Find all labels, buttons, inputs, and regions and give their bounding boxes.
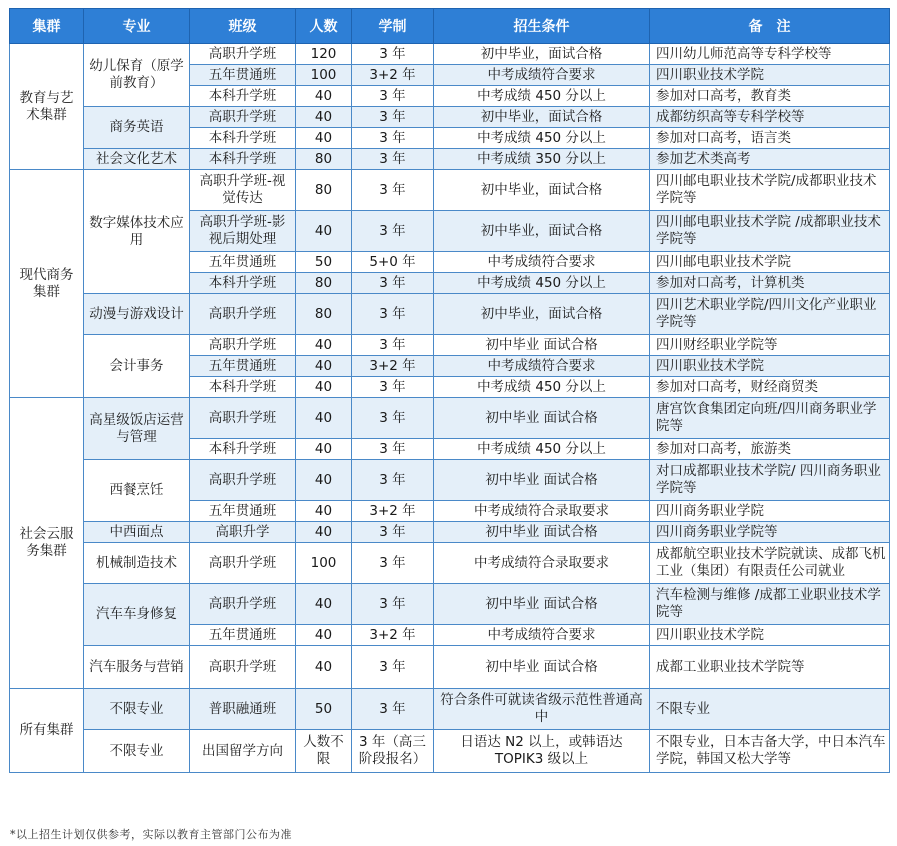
condition-cell: 中考成绩 450 分以上 — [434, 439, 650, 460]
duration-cell: 3 年 — [352, 107, 434, 128]
group-cell: 现代商务集群 — [10, 170, 84, 398]
table-row — [10, 460, 890, 501]
note-cell: 四川幼儿师范高等专科学校等 — [650, 44, 890, 65]
note-cell: 四川财经职业学院等 — [650, 335, 890, 356]
table-row — [10, 522, 890, 543]
count-cell: 120 — [296, 44, 352, 65]
duration-cell: 3 年 — [352, 44, 434, 65]
condition-cell: 初中毕业，面试合格 — [434, 170, 650, 211]
note-cell: 参加艺术类高考 — [650, 149, 890, 170]
table-row — [10, 149, 890, 170]
duration-cell: 3 年 — [352, 86, 434, 107]
note-cell: 不限专业，日本吉备大学，中日本汽车学院，韩国又松大学等 — [650, 730, 890, 773]
condition-cell: 初中毕业，面试合格 — [434, 44, 650, 65]
duration-cell: 3 年（高三阶段报名） — [352, 730, 434, 773]
major-cell: 数字媒体技术应用 — [84, 170, 190, 294]
class-cell: 高职升学班 — [190, 646, 296, 689]
duration-cell: 5+0 年 — [352, 252, 434, 273]
header-count: 人数 — [296, 9, 352, 44]
class-cell: 出国留学方向 — [190, 730, 296, 773]
duration-cell: 3+2 年 — [352, 501, 434, 522]
note-cell: 成都工业职业技术学院等 — [650, 646, 890, 689]
condition-cell: 中考成绩 450 分以上 — [434, 128, 650, 149]
count-cell: 80 — [296, 170, 352, 211]
class-cell: 本科升学班 — [190, 439, 296, 460]
duration-cell: 3 年 — [352, 398, 434, 439]
condition-cell: 中考成绩符合要求 — [434, 356, 650, 377]
note-cell: 不限专业 — [650, 689, 890, 730]
condition-cell: 初中毕业 面试合格 — [434, 460, 650, 501]
duration-cell: 3 年 — [352, 460, 434, 501]
major-cell: 汽车车身修复 — [84, 584, 190, 646]
class-cell: 高职升学班 — [190, 335, 296, 356]
class-cell: 高职升学班-影视后期处理 — [190, 211, 296, 252]
header-row — [10, 9, 890, 44]
note-cell: 四川商务职业学院 — [650, 501, 890, 522]
note-cell: 四川职业技术学院 — [650, 356, 890, 377]
note-cell: 对口成都职业技术学院/ 四川商务职业学院等 — [650, 460, 890, 501]
header-major: 专业 — [84, 9, 190, 44]
major-cell: 不限专业 — [84, 689, 190, 730]
major-cell: 社会文化艺术 — [84, 149, 190, 170]
condition-cell: 中考成绩符合要求 — [434, 252, 650, 273]
note-cell: 参加对口高考，财经商贸类 — [650, 377, 890, 398]
table-row — [10, 689, 890, 730]
header-notes: 备 注 — [650, 9, 890, 44]
condition-cell: 中考成绩 350 分以上 — [434, 149, 650, 170]
condition-cell: 初中毕业，面试合格 — [434, 294, 650, 335]
count-cell: 40 — [296, 398, 352, 439]
condition-cell: 初中毕业 面试合格 — [434, 646, 650, 689]
count-cell: 50 — [296, 252, 352, 273]
note-cell: 参加对口高考，计算机类 — [650, 273, 890, 294]
table-row — [10, 335, 890, 356]
footnote: *以上招生计划仅供参考，实际以教育主管部门公布为准 — [10, 828, 292, 841]
condition-cell: 初中毕业 面试合格 — [434, 335, 650, 356]
duration-cell: 3 年 — [352, 439, 434, 460]
note-cell: 四川邮电职业技术学院 /成都职业技术学院等 — [650, 211, 890, 252]
class-cell: 五年贯通班 — [190, 65, 296, 86]
major-cell: 动漫与游戏设计 — [84, 294, 190, 335]
class-cell: 五年贯通班 — [190, 501, 296, 522]
condition-cell: 初中毕业 面试合格 — [434, 522, 650, 543]
count-cell: 40 — [296, 584, 352, 625]
condition-cell: 中考成绩符合要求 — [434, 65, 650, 86]
header-duration: 学制 — [352, 9, 434, 44]
group-cell: 所有集群 — [10, 689, 84, 773]
condition-cell: 初中毕业 面试合格 — [434, 584, 650, 625]
note-cell: 四川艺术职业学院/四川文化产业职业学院等 — [650, 294, 890, 335]
major-cell: 西餐烹饪 — [84, 460, 190, 522]
count-cell: 40 — [296, 211, 352, 252]
class-cell: 高职升学班-视觉传达 — [190, 170, 296, 211]
condition-cell: 日语达 N2 以上，或韩语达 TOPIK3 级以上 — [434, 730, 650, 773]
duration-cell: 3+2 年 — [352, 65, 434, 86]
table-row — [10, 646, 890, 689]
class-cell: 本科升学班 — [190, 377, 296, 398]
major-cell: 高星级饭店运营与管理 — [84, 398, 190, 460]
note-cell: 参加对口高考，教育类 — [650, 86, 890, 107]
class-cell: 五年贯通班 — [190, 252, 296, 273]
table-row — [10, 543, 890, 584]
count-cell: 40 — [296, 377, 352, 398]
count-cell: 人数不限 — [296, 730, 352, 773]
class-cell: 本科升学班 — [190, 128, 296, 149]
table-row — [10, 44, 890, 65]
condition-cell: 初中毕业 面试合格 — [434, 398, 650, 439]
note-cell: 四川职业技术学院 — [650, 65, 890, 86]
count-cell: 40 — [296, 86, 352, 107]
note-cell: 参加对口高考，旅游类 — [650, 439, 890, 460]
class-cell: 高职升学班 — [190, 543, 296, 584]
condition-cell: 中考成绩 450 分以上 — [434, 273, 650, 294]
duration-cell: 3 年 — [352, 646, 434, 689]
count-cell: 80 — [296, 273, 352, 294]
class-cell: 高职升学班 — [190, 107, 296, 128]
note-cell: 四川邮电职业技术学院/成都职业技术学院等 — [650, 170, 890, 211]
duration-cell: 3 年 — [352, 294, 434, 335]
count-cell: 40 — [296, 128, 352, 149]
class-cell: 五年贯通班 — [190, 625, 296, 646]
major-cell: 不限专业 — [84, 730, 190, 773]
condition-cell: 初中毕业，面试合格 — [434, 211, 650, 252]
table-row — [10, 584, 890, 625]
note-cell: 四川职业技术学院 — [650, 625, 890, 646]
condition-cell: 符合条件可就读省级示范性普通高中 — [434, 689, 650, 730]
class-cell: 高职升学班 — [190, 44, 296, 65]
count-cell: 100 — [296, 543, 352, 584]
major-cell: 会计事务 — [84, 335, 190, 398]
class-cell: 高职升学 — [190, 522, 296, 543]
note-cell: 成都纺织高等专科学校等 — [650, 107, 890, 128]
class-cell: 本科升学班 — [190, 86, 296, 107]
class-cell: 高职升学班 — [190, 294, 296, 335]
note-cell: 唐宫饮食集团定向班/四川商务职业学院等 — [650, 398, 890, 439]
group-cell: 社会云服务集群 — [10, 398, 84, 689]
class-cell: 高职升学班 — [190, 398, 296, 439]
note-cell: 四川邮电职业技术学院 — [650, 252, 890, 273]
count-cell: 100 — [296, 65, 352, 86]
table-row — [10, 730, 890, 773]
duration-cell: 3 年 — [352, 170, 434, 211]
count-cell: 40 — [296, 107, 352, 128]
header-group: 集群 — [10, 9, 84, 44]
note-cell: 成都航空职业技术学院就读、成都飞机工业（集团）有限责任公司就业 — [650, 543, 890, 584]
major-cell: 商务英语 — [84, 107, 190, 149]
class-cell: 本科升学班 — [190, 149, 296, 170]
count-cell: 40 — [296, 522, 352, 543]
group-cell: 教育与艺术集群 — [10, 44, 84, 170]
table-row — [10, 294, 890, 335]
count-cell: 80 — [296, 294, 352, 335]
duration-cell: 3 年 — [352, 128, 434, 149]
class-cell: 高职升学班 — [190, 460, 296, 501]
count-cell: 40 — [296, 625, 352, 646]
table-row — [10, 170, 890, 211]
condition-cell: 中考成绩符合录取要求 — [434, 501, 650, 522]
count-cell: 40 — [296, 356, 352, 377]
count-cell: 80 — [296, 149, 352, 170]
duration-cell: 3 年 — [352, 149, 434, 170]
duration-cell: 3 年 — [352, 335, 434, 356]
duration-cell: 3+2 年 — [352, 356, 434, 377]
duration-cell: 3 年 — [352, 377, 434, 398]
major-cell: 汽车服务与营销 — [84, 646, 190, 689]
duration-cell: 3 年 — [352, 273, 434, 294]
count-cell: 40 — [296, 646, 352, 689]
duration-cell: 3+2 年 — [352, 625, 434, 646]
table-row — [10, 107, 890, 128]
duration-cell: 3 年 — [352, 689, 434, 730]
note-cell: 参加对口高考，语言类 — [650, 128, 890, 149]
condition-cell: 中考成绩 450 分以上 — [434, 86, 650, 107]
count-cell: 40 — [296, 460, 352, 501]
duration-cell: 3 年 — [352, 522, 434, 543]
duration-cell: 3 年 — [352, 584, 434, 625]
class-cell: 五年贯通班 — [190, 356, 296, 377]
count-cell: 40 — [296, 439, 352, 460]
note-cell: 四川商务职业学院等 — [650, 522, 890, 543]
class-cell: 高职升学班 — [190, 584, 296, 625]
major-cell: 幼儿保育（原学前教育） — [84, 44, 190, 107]
condition-cell: 中考成绩符合录取要求 — [434, 543, 650, 584]
condition-cell: 初中毕业，面试合格 — [434, 107, 650, 128]
count-cell: 40 — [296, 501, 352, 522]
class-cell: 本科升学班 — [190, 273, 296, 294]
major-cell: 机械制造技术 — [84, 543, 190, 584]
condition-cell: 中考成绩符合要求 — [434, 625, 650, 646]
count-cell: 40 — [296, 335, 352, 356]
header-class: 班级 — [190, 9, 296, 44]
table-row — [10, 398, 890, 439]
condition-cell: 中考成绩 450 分以上 — [434, 377, 650, 398]
duration-cell: 3 年 — [352, 211, 434, 252]
major-cell: 中西面点 — [84, 522, 190, 543]
class-cell: 普职融通班 — [190, 689, 296, 730]
count-cell: 50 — [296, 689, 352, 730]
note-cell: 汽车检测与维修 /成都工业职业技术学院等 — [650, 584, 890, 625]
header-conditions: 招生条件 — [434, 9, 650, 44]
duration-cell: 3 年 — [352, 543, 434, 584]
admissions-table — [9, 8, 890, 773]
